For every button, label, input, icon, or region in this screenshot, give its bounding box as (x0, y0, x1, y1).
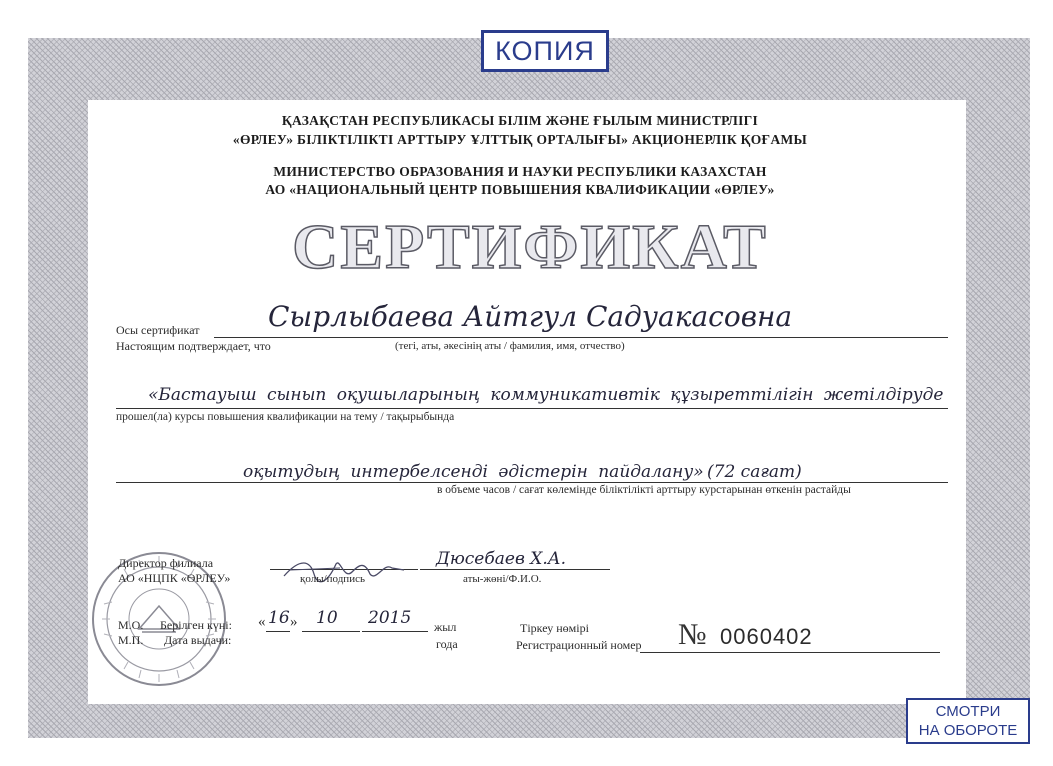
header-ru-line1: МИНИСТЕРСТВО ОБРАЗОВАНИЯ И НАУКИ РЕСПУБЛИКИ КАЗАХСТАН (273, 164, 767, 179)
course-underline-2 (116, 482, 948, 483)
date-close-quote: » (290, 614, 298, 630)
course-caption-1: прошел(ла) курсы повышения квалификации на тему / тақырыбында (116, 411, 455, 423)
course-caption-2: в объеме часов / сағат көлемінде біліктілікті арттыру курстарынан өткенін растайды (437, 484, 851, 496)
registration-underline (640, 652, 940, 653)
registration-number: 0060402 (720, 624, 813, 649)
course-underline-1 (116, 408, 948, 409)
signer-caption: аты-жөні/Ф.И.О. (463, 573, 542, 585)
registration-label-ru: Регистрационный номер (516, 638, 642, 652)
header-ru-line2: АО «НАЦИОНАЛЬНЫЙ ЦЕНТР ПОВЫШЕНИЯ КВАЛИФИКАЦИИ «ӨРЛЕУ» (265, 182, 775, 197)
month-underline (302, 631, 360, 632)
course-title-line2: оқытудың интербелсенді әдістерін пайдалану» (243, 462, 704, 482)
recipient-label-kz: Осы сертификат (116, 323, 200, 337)
copy-stamp (481, 30, 609, 72)
registration-label-kz: Тіркеу нөмірі (520, 621, 589, 635)
mp-label-ru: М.П. (118, 633, 144, 647)
see-back-line2: НА ОБОРОТЕ (918, 722, 1018, 739)
recipient-name: Сырлыбаева Айтгул Садуакасовна (268, 300, 793, 333)
issue-day: 16 (268, 608, 290, 628)
issue-year: 2015 (368, 608, 412, 628)
year-label-ru: года (436, 637, 458, 651)
signer-name: Дюсебаев Х.А. (436, 549, 567, 569)
see-back-stamp (906, 698, 1030, 744)
course-hours: (72 сағат) (707, 462, 802, 482)
course-title-line1: «Бастауыш сынып оқушыларының коммуникативтік құзыреттілігін жетілдіруде (148, 385, 944, 405)
year-underline (362, 631, 428, 632)
header-kz-line2: «ӨРЛЕУ» БІЛІКТІЛІКТІ АРТТЫРУ ҰЛТТЫҚ ОРТАЛЫҒЫ» АКЦИОНЕРЛІК ҚОҒАМЫ (232, 132, 808, 147)
see-back-line1: СМОТРИ (935, 703, 1001, 720)
issue-month: 10 (316, 608, 338, 628)
day-underline (266, 631, 290, 632)
mp-label-kz: М.О. (118, 618, 144, 632)
name-underline (214, 337, 948, 338)
copy-stamp-text: КОПИЯ (495, 35, 595, 66)
recipient-name-caption: (тегі, аты, әкесінің аты / фамилия, имя, отчество) (395, 340, 625, 352)
issued-label-ru: Дата выдачи: (164, 633, 232, 647)
header-kz-line1: ҚАЗАҚСТАН РЕСПУБЛИКАСЫ БІЛІМ ЖӘНЕ ҒЫЛЫМ МИНИСТРЛІГІ (281, 113, 759, 128)
date-open-quote: « (258, 614, 266, 630)
certificate-title: СЕРТИФИКАТ (292, 211, 768, 282)
director-title-line1: Директор филиала (118, 556, 214, 570)
director-title-line2: АО «НЦПК «ӨРЛЕУ» (118, 571, 231, 585)
signature-caption: қолы/подпись (300, 573, 365, 585)
issued-label-kz: Берілген күні: (160, 618, 232, 632)
number-sign: № (678, 618, 707, 651)
signer-underline (420, 569, 610, 570)
recipient-label-ru: Настоящим подтверждает, что (116, 339, 271, 353)
year-label-kz: жыл (434, 620, 457, 634)
